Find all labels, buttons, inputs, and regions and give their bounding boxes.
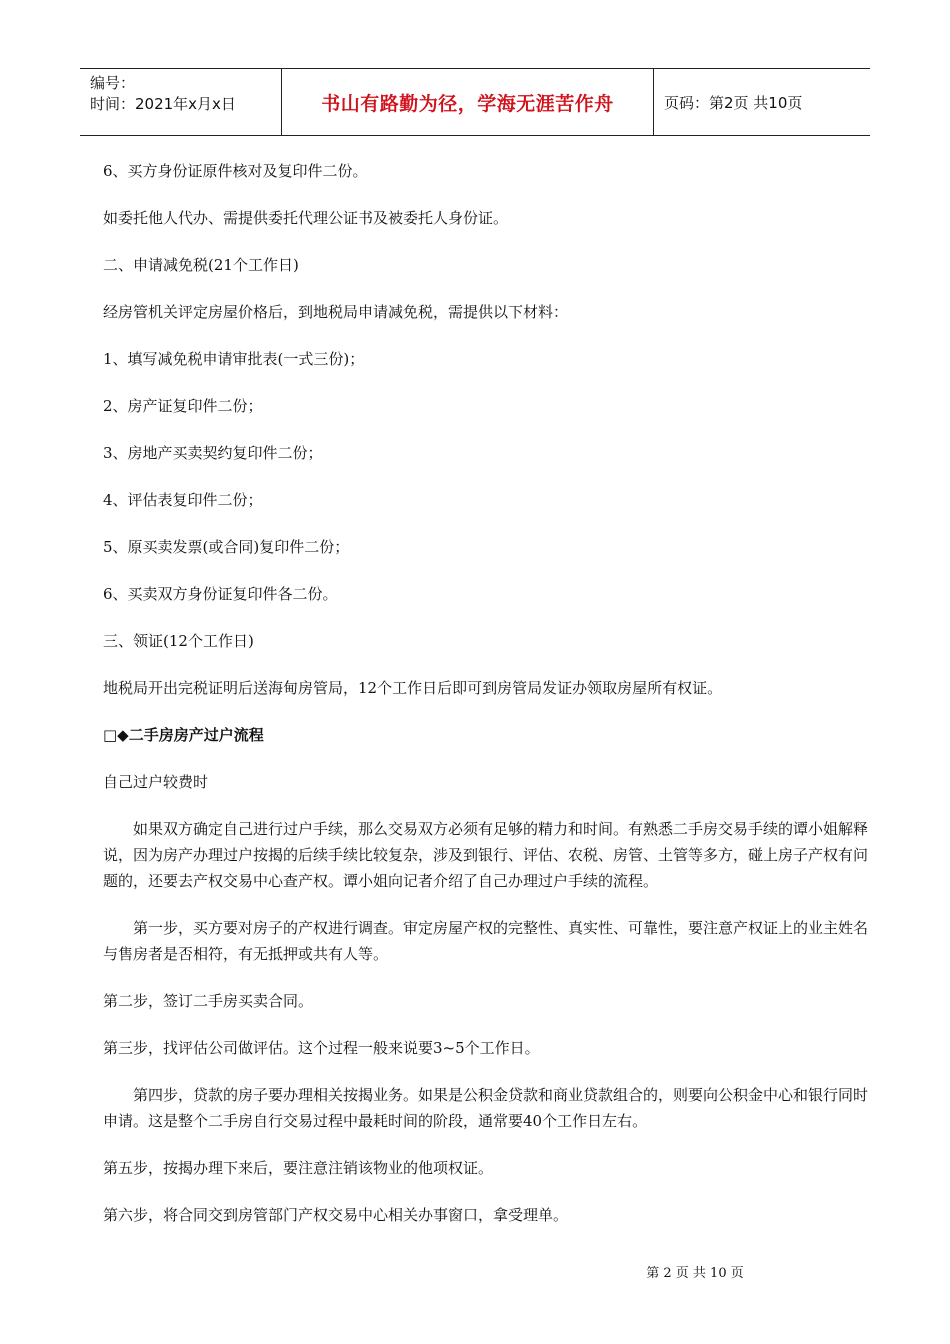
list-item: 2、房产证复印件二份；	[103, 397, 263, 415]
list-item: 4、评估表复印件二份；	[103, 491, 263, 509]
bold-heading: □◆二手房房产过户流程	[103, 726, 264, 744]
subheading: 自己过户较费时	[103, 773, 209, 791]
header-meta	[80, 69, 282, 135]
page-footer: 第 2 页 共 10 页	[646, 1266, 744, 1281]
page-header	[80, 68, 870, 136]
section-heading: 二、申请减免税(21个工作日)	[103, 256, 299, 274]
list-item: 6、买卖双方身份证复印件各二份。	[103, 585, 338, 603]
paragraph: 第一步，买方要对房子的产权进行调查。审定房屋产权的完整性、真实性、可靠性，要注意产权证上的业主姓名与售房者是否相符，有无抵押或共有人等。	[103, 919, 869, 963]
list-item: 5、原买卖发票(或合同)复印件二份；	[103, 538, 350, 556]
list-item: 3、房地产买卖契约复印件二份；	[103, 444, 323, 462]
header-motto: 书山有路勤为径，学海无涯苦作舟	[282, 69, 654, 135]
document-time: 时间：2021年x月x日	[90, 95, 236, 113]
paragraph: 地税局开出完税证明后送海甸房管局，12个工作日后即可到房管局发证办领取房屋所有权证。	[103, 679, 723, 697]
paragraph: 第六步，将合同交到房管部门产权交易中心相关办事窗口，拿受理单。	[103, 1206, 569, 1224]
paragraph: 如果双方确定自己进行过户手续，那么交易双方必须有足够的精力和时间。有熟悉二手房交易手续的谭小姐解释说，因为房产办理过户按揭的后续手续比较复杂，涉及到银行、评估、农税、房管、土管等多方，碰上房子产权有问题的，还要去产权交易中心查产权。谭小姐向记者介绍了自己办理过户手续的流程。	[103, 820, 869, 890]
document-body	[103, 158, 871, 1228]
paragraph: 第五步，按揭办理下来后，要注意注销该物业的他项权证。	[103, 1159, 494, 1177]
section-heading: 三、领证(12个工作日)	[103, 632, 254, 650]
document-number-label: 编号：	[90, 74, 136, 92]
paragraph: 第三步，找评估公司做评估。这个过程一般来说要3~5个工作日。	[103, 1039, 540, 1057]
paragraph: 如委托他人代办、需提供委托代理公证书及被委托人身份证。	[103, 209, 509, 227]
paragraph: 6、买方身份证原件核对及复印件二份。	[103, 162, 368, 180]
list-item: 1、填写减免税申请审批表(一式三份)；	[103, 350, 365, 368]
header-page-info: 页码：第2页 共10页	[664, 93, 803, 112]
paragraph: 第四步，贷款的房子要办理相关按揭业务。如果是公积金贷款和商业贷款组合的，则要向公积金中心和银行同时申请。这是整个二手房自行交易过程中最耗时间的阶段，通常要40个工作日左右。	[103, 1086, 869, 1130]
paragraph: 经房管机关评定房屋价格后，到地税局申请减免税，需提供以下材料：	[103, 303, 569, 321]
paragraph: 第二步，签订二手房买卖合同。	[103, 992, 314, 1010]
